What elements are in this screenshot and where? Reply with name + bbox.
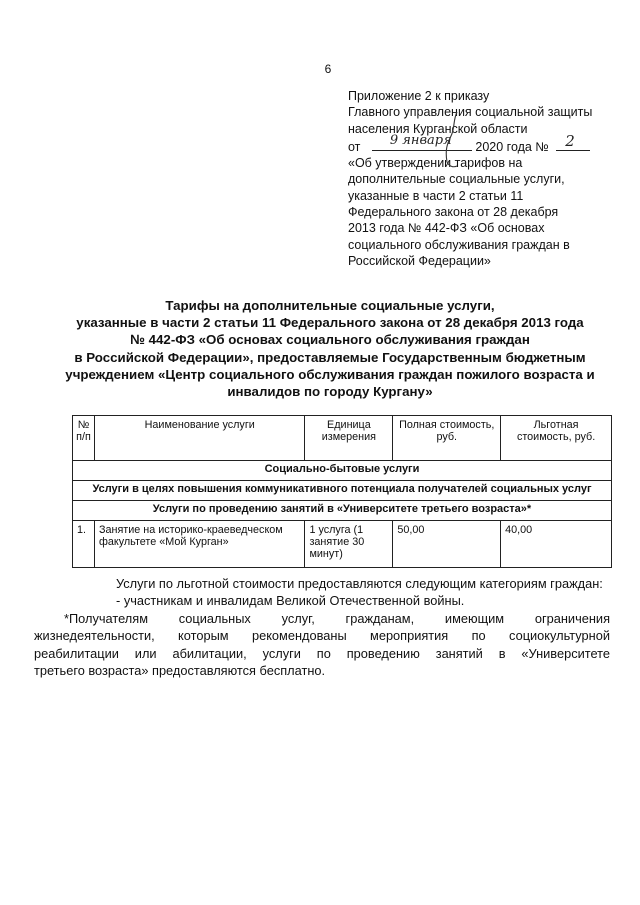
title-line: указанные в части 2 статьи 11 Федерального закона от 28 декабря 2013 года xyxy=(76,315,584,331)
table-row xyxy=(73,521,612,568)
note-line: реабилитации или абилитации, услуги по проведению занятий в «Университете xyxy=(34,645,610,661)
title-line: учреждением «Центр социального обслуживания граждан пожилого возраста и xyxy=(65,366,595,382)
page-number: 6 xyxy=(324,62,332,76)
date-prefix: от xyxy=(348,139,361,154)
note-paragraph: - участникам и инвалидам Великой Отечественной войны. xyxy=(116,593,465,609)
appendix-line: указанные в части 2 статьи 11 xyxy=(348,188,524,203)
appendix-line: «Об утверждении тарифов на xyxy=(348,156,523,171)
notes xyxy=(34,575,610,679)
section-title: Услуги по проведению занятий в «Университете третьего возраста»* xyxy=(73,501,612,521)
cell-pref-cost: 40,00 xyxy=(501,521,612,568)
appendix-line: Главного управления социальной защиты xyxy=(348,105,593,120)
handwritten-order-number: 2 xyxy=(565,131,575,150)
title-line: инвалидов по городу Кургану» xyxy=(227,384,433,400)
appendix-line: 2013 года № 442-ФЗ «Об основах xyxy=(348,221,545,236)
header-name: Наименование услуги xyxy=(94,416,304,461)
appendix-line: социального обслуживания граждан в xyxy=(348,237,570,252)
appendix-line: дополнительные социальные услуги, xyxy=(348,172,565,187)
section-title: Социально-бытовые услуги xyxy=(73,461,612,481)
order-number-fill-line xyxy=(556,131,590,151)
header-pref-cost: Льготная стоимость, руб. xyxy=(501,416,612,461)
date-year: 2020 года № xyxy=(475,139,549,154)
section-row xyxy=(73,461,612,481)
cell-num: 1. xyxy=(73,521,95,568)
note-paragraph: Услуги по льготной стоимости предоставляются следующим категориям граждан: xyxy=(116,576,603,591)
section-title: Услуги в целях повышения коммуникативного потенциала получателей социальных услуг xyxy=(73,481,612,501)
section-row xyxy=(73,501,612,521)
cell-name: Занятие на историко-краеведческом факультете «Мой Курган» xyxy=(94,521,304,568)
title-line: № 442-ФЗ «Об основах социального обслуживания граждан xyxy=(130,332,530,348)
cell-unit: 1 услуга (1 занятие 30 минут) xyxy=(305,521,393,568)
appendix-line: населения Курганской области xyxy=(348,121,528,136)
table-header-row xyxy=(73,416,612,461)
header-unit: Единица измерения xyxy=(305,416,393,461)
cell-full-cost: 50,00 xyxy=(393,521,501,568)
handwritten-date: 9 января xyxy=(389,132,452,148)
note-line: жизнедеятельности, которым рекомендованы мероприятия по социокультурной xyxy=(34,628,610,644)
section-row xyxy=(73,481,612,501)
title-line: в Российской Федерации», предоставляемые Государственным бюджетным xyxy=(74,349,586,365)
title-line: Тарифы на дополнительные социальные услуги, xyxy=(165,298,495,313)
signature-mark xyxy=(395,106,505,176)
note-line: *Получателям социальных услуг, гражданам, имеющим ограничения xyxy=(64,610,610,626)
header-num: № п/п xyxy=(73,416,95,461)
appendix-line: Российской Федерации» xyxy=(348,253,491,268)
tariff-table xyxy=(72,415,612,568)
appendix-line: Федерального закона от 28 декабря xyxy=(348,205,559,220)
note-line: третьего возраста» предоставляются бесплатно. xyxy=(34,663,326,679)
document-title xyxy=(60,297,600,400)
header-full-cost: Полная стоимость, руб. xyxy=(393,416,501,461)
appendix-line: Приложение 2 к приказу xyxy=(348,89,490,103)
